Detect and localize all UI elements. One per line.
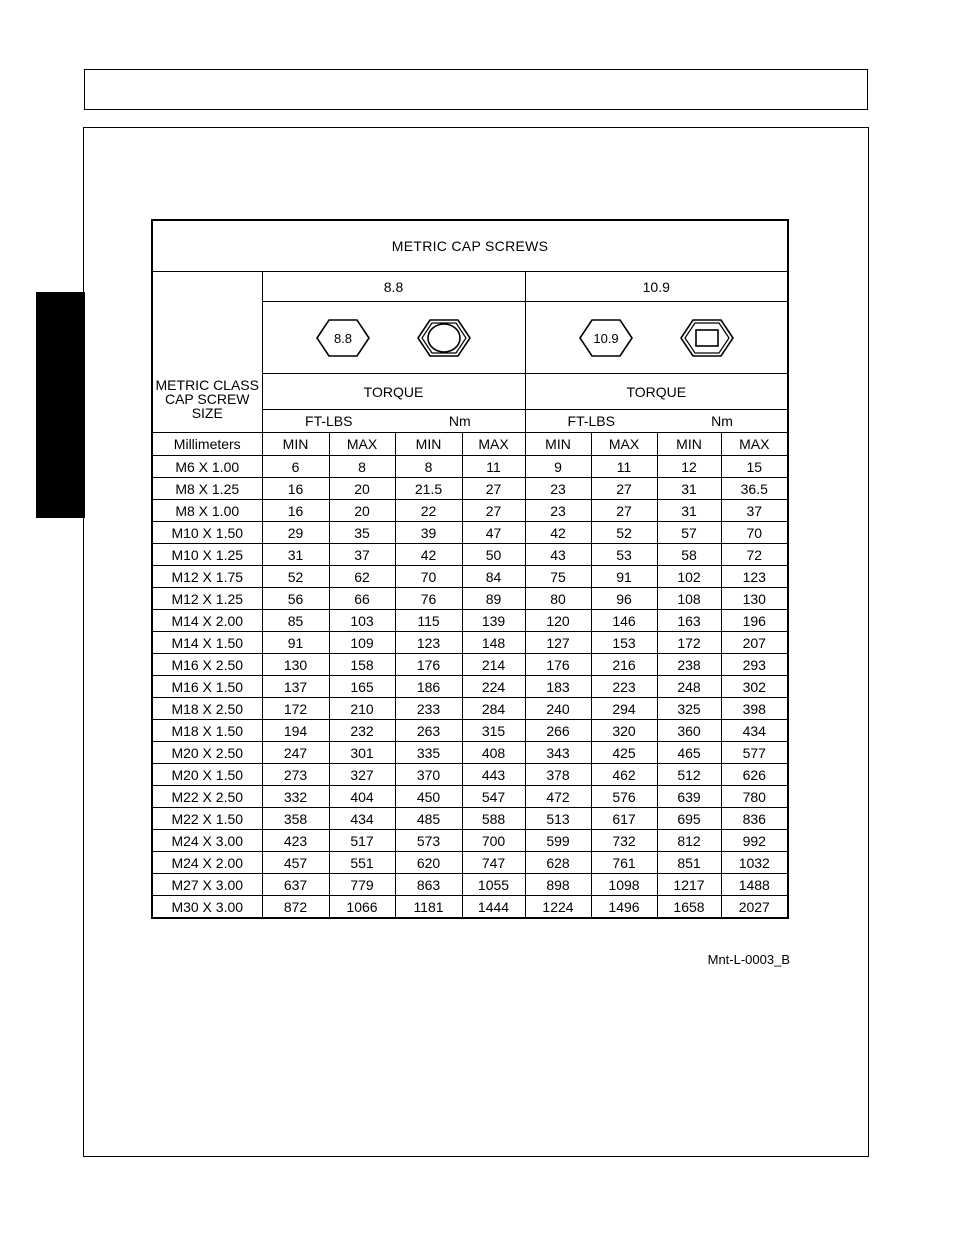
torque-value-cell: 8 xyxy=(329,456,395,478)
torque-value-cell: 31 xyxy=(262,544,329,566)
torque-value-cell: 551 xyxy=(329,852,395,874)
torque-value-cell: 1181 xyxy=(395,896,462,919)
unit-ftlbs-10-9: FT-LBS xyxy=(525,410,657,433)
torque-value-cell: 146 xyxy=(591,610,657,632)
column-header: MAX xyxy=(591,433,657,456)
table-row xyxy=(152,632,788,654)
torque-value-cell: 1098 xyxy=(591,874,657,896)
screw-size-cell: M12 X 1.75 xyxy=(152,566,262,588)
torque-value-cell: 29 xyxy=(262,522,329,544)
class-header-10-9: 10.9 xyxy=(525,272,788,302)
torque-value-cell: 1496 xyxy=(591,896,657,919)
column-header: MAX xyxy=(462,433,525,456)
torque-value-cell: 378 xyxy=(525,764,591,786)
screw-size-cell: M30 X 3.00 xyxy=(152,896,262,919)
torque-value-cell: 293 xyxy=(721,654,788,676)
torque-value-cell: 37 xyxy=(329,544,395,566)
torque-value-cell: 16 xyxy=(262,478,329,500)
hex-label-10-9: 10.9 xyxy=(593,330,619,346)
torque-value-cell: 1224 xyxy=(525,896,591,919)
torque-value-cell: 485 xyxy=(395,808,462,830)
torque-value-cell: 1066 xyxy=(329,896,395,919)
column-header: MIN xyxy=(525,433,591,456)
torque-value-cell: 404 xyxy=(329,786,395,808)
screw-size-cell: M14 X 1.50 xyxy=(152,632,262,654)
torque-value-cell: 210 xyxy=(329,698,395,720)
torque-value-cell: 1488 xyxy=(721,874,788,896)
torque-value-cell: 637 xyxy=(262,874,329,896)
table-row xyxy=(152,764,788,786)
torque-value-cell: 457 xyxy=(262,852,329,874)
torque-value-cell: 43 xyxy=(525,544,591,566)
torque-value-cell: 1444 xyxy=(462,896,525,919)
torque-value-cell: 370 xyxy=(395,764,462,786)
torque-value-cell: 302 xyxy=(721,676,788,698)
torque-value-cell: 573 xyxy=(395,830,462,852)
torque-value-cell: 517 xyxy=(329,830,395,852)
table-row xyxy=(152,566,788,588)
torque-value-cell: 626 xyxy=(721,764,788,786)
torque-value-cell: 450 xyxy=(395,786,462,808)
torque-value-cell: 599 xyxy=(525,830,591,852)
torque-value-cell: 23 xyxy=(525,478,591,500)
torque-value-cell: 360 xyxy=(657,720,721,742)
torque-value-cell: 301 xyxy=(329,742,395,764)
torque-value-cell: 1217 xyxy=(657,874,721,896)
screw-size-cell: M10 X 1.25 xyxy=(152,544,262,566)
screw-size-cell: M22 X 1.50 xyxy=(152,808,262,830)
torque-value-cell: 761 xyxy=(591,852,657,874)
unit-nm-8-8: Nm xyxy=(395,410,525,433)
table-row xyxy=(152,478,788,500)
torque-value-cell: 76 xyxy=(395,588,462,610)
hex-label-8-8: 8.8 xyxy=(333,330,353,346)
torque-value-cell: 434 xyxy=(721,720,788,742)
table-row xyxy=(152,874,788,896)
torque-value-cell: 52 xyxy=(262,566,329,588)
torque-value-cell: 732 xyxy=(591,830,657,852)
table-row xyxy=(152,742,788,764)
torque-value-cell: 123 xyxy=(395,632,462,654)
table-row xyxy=(152,720,788,742)
table-row xyxy=(152,786,788,808)
torque-value-cell: 700 xyxy=(462,830,525,852)
torque-value-cell: 628 xyxy=(525,852,591,874)
screw-size-cell: M16 X 2.50 xyxy=(152,654,262,676)
torque-value-cell: 139 xyxy=(462,610,525,632)
torque-value-cell: 53 xyxy=(591,544,657,566)
torque-value-cell: 127 xyxy=(525,632,591,654)
torque-value-cell: 513 xyxy=(525,808,591,830)
column-header: MIN xyxy=(262,433,329,456)
torque-value-cell: 576 xyxy=(591,786,657,808)
torque-value-cell: 39 xyxy=(395,522,462,544)
torque-value-cell: 462 xyxy=(591,764,657,786)
torque-value-cell: 273 xyxy=(262,764,329,786)
torque-value-cell: 472 xyxy=(525,786,591,808)
torque-label-8-8: TORQUE xyxy=(262,374,525,410)
torque-value-cell: 20 xyxy=(329,500,395,522)
torque-value-cell: 123 xyxy=(721,566,788,588)
torque-value-cell: 214 xyxy=(462,654,525,676)
screw-size-cell: M20 X 1.50 xyxy=(152,764,262,786)
screw-size-cell: M14 X 2.00 xyxy=(152,610,262,632)
torque-value-cell: 358 xyxy=(262,808,329,830)
torque-value-cell: 294 xyxy=(591,698,657,720)
class-header-8-8: 8.8 xyxy=(262,272,525,302)
section-side-tab xyxy=(36,292,85,518)
torque-value-cell: 85 xyxy=(262,610,329,632)
torque-value-cell: 148 xyxy=(462,632,525,654)
size-label-line-1: METRIC CLASS xyxy=(155,377,259,393)
size-label-line-3: SIZE xyxy=(191,405,223,421)
torque-value-cell: 992 xyxy=(721,830,788,852)
torque-value-cell: 898 xyxy=(525,874,591,896)
column-header: MIN xyxy=(395,433,462,456)
table-row xyxy=(152,522,788,544)
torque-value-cell: 588 xyxy=(462,808,525,830)
screw-size-cell: M8 X 1.00 xyxy=(152,500,262,522)
size-label-cell xyxy=(152,272,262,433)
torque-value-cell: 42 xyxy=(525,522,591,544)
torque-value-cell: 780 xyxy=(721,786,788,808)
torque-value-cell: 327 xyxy=(329,764,395,786)
screw-size-cell: M24 X 2.00 xyxy=(152,852,262,874)
column-header: MAX xyxy=(329,433,395,456)
hex-head-square-marking-icon xyxy=(679,318,735,358)
torque-value-cell: 21.5 xyxy=(395,478,462,500)
torque-value-cell: 27 xyxy=(591,478,657,500)
torque-value-cell: 223 xyxy=(591,676,657,698)
torque-value-cell: 57 xyxy=(657,522,721,544)
torque-value-cell: 130 xyxy=(262,654,329,676)
torque-value-cell: 42 xyxy=(395,544,462,566)
torque-value-cell: 172 xyxy=(262,698,329,720)
screw-size-cell: M24 X 3.00 xyxy=(152,830,262,852)
torque-value-cell: 247 xyxy=(262,742,329,764)
table-row xyxy=(152,610,788,632)
torque-value-cell: 16 xyxy=(262,500,329,522)
torque-value-cell: 27 xyxy=(591,500,657,522)
table-row xyxy=(152,808,788,830)
torque-value-cell: 695 xyxy=(657,808,721,830)
screw-size-cell: M22 X 2.50 xyxy=(152,786,262,808)
torque-value-cell: 91 xyxy=(591,566,657,588)
torque-value-cell: 11 xyxy=(591,456,657,478)
screw-size-cell: M8 X 1.25 xyxy=(152,478,262,500)
torque-value-cell: 617 xyxy=(591,808,657,830)
torque-value-cell: 863 xyxy=(395,874,462,896)
torque-value-cell: 31 xyxy=(657,478,721,500)
torque-value-cell: 36.5 xyxy=(721,478,788,500)
torque-value-cell: 398 xyxy=(721,698,788,720)
table-row xyxy=(152,676,788,698)
torque-value-cell: 1658 xyxy=(657,896,721,919)
page-header-box xyxy=(84,69,868,110)
torque-value-cell: 266 xyxy=(525,720,591,742)
torque-value-cell: 423 xyxy=(262,830,329,852)
torque-value-cell: 27 xyxy=(462,500,525,522)
torque-value-cell: 207 xyxy=(721,632,788,654)
torque-value-cell: 851 xyxy=(657,852,721,874)
screw-size-cell: M27 X 3.00 xyxy=(152,874,262,896)
hex-head-8.8-icon xyxy=(315,318,371,358)
torque-value-cell: 325 xyxy=(657,698,721,720)
torque-value-cell: 15 xyxy=(721,456,788,478)
torque-value-cell: 176 xyxy=(525,654,591,676)
torque-value-cell: 620 xyxy=(395,852,462,874)
torque-value-cell: 1032 xyxy=(721,852,788,874)
torque-value-cell: 639 xyxy=(657,786,721,808)
torque-value-cell: 37 xyxy=(721,500,788,522)
table-row xyxy=(152,698,788,720)
torque-value-cell: 35 xyxy=(329,522,395,544)
torque-value-cell: 263 xyxy=(395,720,462,742)
torque-value-cell: 66 xyxy=(329,588,395,610)
torque-value-cell: 465 xyxy=(657,742,721,764)
screw-size-cell: M18 X 1.50 xyxy=(152,720,262,742)
torque-value-cell: 109 xyxy=(329,632,395,654)
torque-value-cell: 233 xyxy=(395,698,462,720)
torque-value-cell: 9 xyxy=(525,456,591,478)
torque-value-cell: 547 xyxy=(462,786,525,808)
torque-label-10-9: TORQUE xyxy=(525,374,788,410)
size-label-line-2: CAP SCREW xyxy=(164,391,250,407)
table-row xyxy=(152,588,788,610)
torque-value-cell: 284 xyxy=(462,698,525,720)
metric-cap-screw-torque-table xyxy=(151,219,789,919)
torque-value-cell: 8 xyxy=(395,456,462,478)
torque-value-cell: 183 xyxy=(525,676,591,698)
torque-value-cell: 84 xyxy=(462,566,525,588)
column-header: MAX xyxy=(721,433,788,456)
torque-value-cell: 779 xyxy=(329,874,395,896)
torque-value-cell: 165 xyxy=(329,676,395,698)
torque-value-cell: 23 xyxy=(525,500,591,522)
class-icons-10-9 xyxy=(525,302,788,374)
torque-value-cell: 443 xyxy=(462,764,525,786)
torque-value-cell: 70 xyxy=(721,522,788,544)
torque-value-cell: 12 xyxy=(657,456,721,478)
screw-size-cell: M12 X 1.25 xyxy=(152,588,262,610)
reference-code: Mnt-L-0003_B xyxy=(707,952,790,967)
torque-value-cell: 6 xyxy=(262,456,329,478)
torque-value-cell: 70 xyxy=(395,566,462,588)
table-row xyxy=(152,456,788,478)
torque-value-cell: 163 xyxy=(657,610,721,632)
torque-value-cell: 248 xyxy=(657,676,721,698)
table-row xyxy=(152,544,788,566)
torque-value-cell: 434 xyxy=(329,808,395,830)
torque-value-cell: 115 xyxy=(395,610,462,632)
screw-size-cell: M6 X 1.00 xyxy=(152,456,262,478)
table-row xyxy=(152,852,788,874)
torque-value-cell: 1055 xyxy=(462,874,525,896)
torque-value-cell: 408 xyxy=(462,742,525,764)
unit-ftlbs-8-8: FT-LBS xyxy=(262,410,395,433)
torque-value-cell: 50 xyxy=(462,544,525,566)
torque-value-cell: 577 xyxy=(721,742,788,764)
torque-value-cell: 130 xyxy=(721,588,788,610)
torque-value-cell: 2027 xyxy=(721,896,788,919)
torque-value-cell: 872 xyxy=(262,896,329,919)
torque-value-cell: 56 xyxy=(262,588,329,610)
torque-value-cell: 343 xyxy=(525,742,591,764)
torque-value-cell: 158 xyxy=(329,654,395,676)
torque-value-cell: 320 xyxy=(591,720,657,742)
table-title: METRIC CAP SCREWS xyxy=(152,220,788,272)
torque-value-cell: 186 xyxy=(395,676,462,698)
torque-value-cell: 72 xyxy=(721,544,788,566)
torque-value-cell: 812 xyxy=(657,830,721,852)
torque-value-cell: 120 xyxy=(525,610,591,632)
torque-value-cell: 102 xyxy=(657,566,721,588)
torque-value-cell: 240 xyxy=(525,698,591,720)
torque-value-cell: 75 xyxy=(525,566,591,588)
torque-value-cell: 11 xyxy=(462,456,525,478)
torque-value-cell: 58 xyxy=(657,544,721,566)
torque-value-cell: 89 xyxy=(462,588,525,610)
torque-value-cell: 31 xyxy=(657,500,721,522)
torque-value-cell: 153 xyxy=(591,632,657,654)
torque-value-cell: 196 xyxy=(721,610,788,632)
torque-value-cell: 47 xyxy=(462,522,525,544)
torque-value-cell: 137 xyxy=(262,676,329,698)
torque-value-cell: 332 xyxy=(262,786,329,808)
screw-size-cell: M16 X 1.50 xyxy=(152,676,262,698)
torque-value-cell: 91 xyxy=(262,632,329,654)
screw-size-cell: M10 X 1.50 xyxy=(152,522,262,544)
torque-value-cell: 512 xyxy=(657,764,721,786)
torque-value-cell: 232 xyxy=(329,720,395,742)
hex-head-10.9-icon xyxy=(578,318,634,358)
torque-value-cell: 216 xyxy=(591,654,657,676)
torque-value-cell: 315 xyxy=(462,720,525,742)
torque-value-cell: 27 xyxy=(462,478,525,500)
torque-value-cell: 22 xyxy=(395,500,462,522)
torque-value-cell: 80 xyxy=(525,588,591,610)
torque-value-cell: 103 xyxy=(329,610,395,632)
torque-value-cell: 172 xyxy=(657,632,721,654)
unit-nm-10-9: Nm xyxy=(657,410,788,433)
torque-value-cell: 62 xyxy=(329,566,395,588)
torque-value-cell: 176 xyxy=(395,654,462,676)
torque-value-cell: 96 xyxy=(591,588,657,610)
hex-head-round-marking-icon xyxy=(416,318,472,358)
torque-value-cell: 224 xyxy=(462,676,525,698)
table-row xyxy=(152,654,788,676)
torque-value-cell: 335 xyxy=(395,742,462,764)
table-row xyxy=(152,500,788,522)
torque-value-cell: 52 xyxy=(591,522,657,544)
screw-size-cell: M20 X 2.50 xyxy=(152,742,262,764)
torque-value-cell: 194 xyxy=(262,720,329,742)
torque-value-cell: 20 xyxy=(329,478,395,500)
table-row xyxy=(152,896,788,919)
torque-value-cell: 836 xyxy=(721,808,788,830)
screw-size-cell: M18 X 2.50 xyxy=(152,698,262,720)
millimeters-header: Millimeters xyxy=(152,433,262,456)
torque-value-cell: 747 xyxy=(462,852,525,874)
torque-value-cell: 425 xyxy=(591,742,657,764)
torque-value-cell: 238 xyxy=(657,654,721,676)
class-icons-8-8 xyxy=(262,302,525,374)
torque-value-cell: 108 xyxy=(657,588,721,610)
table-row xyxy=(152,830,788,852)
column-header: MIN xyxy=(657,433,721,456)
